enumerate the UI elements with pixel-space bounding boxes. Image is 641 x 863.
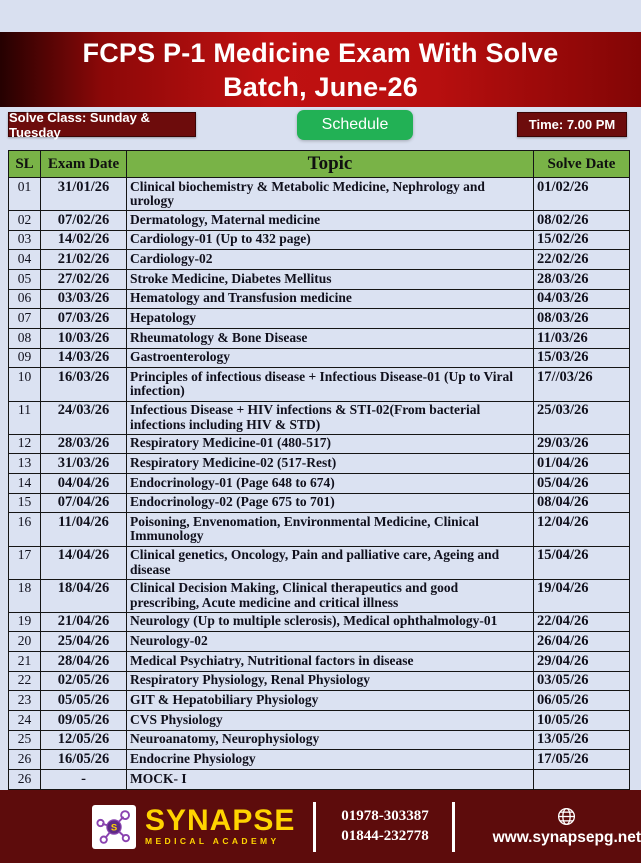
table-row [9,178,630,211]
exam-date-cell: 07/02/26 [41,211,127,231]
synapse-molecule-icon [92,805,136,849]
table-row [9,329,630,349]
logo-text [145,803,296,846]
topic-cell: Neurology (Up to multiple sclerosis), Medical ophthalmology-01 [127,612,534,632]
table-header-row [9,151,630,178]
footer-divider [313,802,316,852]
topic-cell: Respiratory Physiology, Renal Physiology [127,671,534,691]
topic-cell: Clinical biochemistry & Metabolic Medicine, Nephrology and urology [127,178,534,211]
table-row [9,770,630,790]
solve-date-cell: 22/04/26 [534,612,630,632]
topic-cell: Dermatology, Maternal medicine [127,211,534,231]
topic-cell: Hepatology [127,309,534,329]
sl-cell: 25 [9,730,41,750]
exam-date-cell: 14/04/26 [41,546,127,579]
table-row [9,632,630,652]
sl-cell: 01 [9,178,41,211]
phone-number-1: 01978-303387 [341,808,429,824]
solve-date-cell: 28/03/26 [534,270,630,290]
website-link[interactable] [493,806,641,847]
topic-cell: Neuroanatomy, Neurophysiology [127,730,534,750]
exam-date-cell: 31/01/26 [41,178,127,211]
sl-cell: 19 [9,612,41,632]
sl-cell: 14 [9,474,41,494]
topic-cell: Endocrinology-02 (Page 675 to 701) [127,493,534,513]
table-row [9,289,630,309]
sl-cell: 10 [9,368,41,401]
sl-cell: 20 [9,632,41,652]
exam-date-cell: 07/03/26 [41,309,127,329]
footer [0,790,641,863]
exam-date-cell: 04/04/26 [41,474,127,494]
solve-date-cell: 05/04/26 [534,474,630,494]
table-row [9,434,630,454]
topic-cell: Endocrinology-01 (Page 648 to 674) [127,474,534,494]
exam-date-cell: 05/05/26 [41,691,127,711]
logo [92,805,295,849]
brand-name: SYNAPSE [145,803,296,837]
table-row [9,652,630,672]
website-url: www.synapsepg.net [492,829,641,846]
topic-cell: GIT & Hepatobiliary Physiology [127,691,534,711]
solve-date-cell: 19/04/26 [534,579,630,612]
time-badge: Time: 7.00 PM [517,112,627,137]
table-row [9,250,630,270]
sl-cell: 23 [9,691,41,711]
exam-date-cell: 14/03/26 [41,348,127,368]
exam-date-cell: 28/03/26 [41,434,127,454]
exam-date-cell: 28/04/26 [41,652,127,672]
footer-divider [452,802,455,852]
table-row [9,730,630,750]
solve-date-cell: 03/05/26 [534,671,630,691]
topic-cell: Neurology-02 [127,632,534,652]
solve-date-cell: 08/02/26 [534,211,630,231]
solve-date-cell: 13/05/26 [534,730,630,750]
topic-cell: MOCK- I [127,770,534,790]
exam-date-cell: 18/04/26 [41,579,127,612]
sl-cell: 11 [9,401,41,434]
exam-date-cell: 27/02/26 [41,270,127,290]
topic-cell: Clinical genetics, Oncology, Pain and palliative care, Ageing and disease [127,546,534,579]
solve-date-cell: 15/02/26 [534,230,630,250]
topic-cell: Endocrine Physiology [127,750,534,770]
table-row [9,546,630,579]
sl-cell: 16 [9,513,41,546]
sl-cell: 24 [9,711,41,731]
solve-date-cell: 01/04/26 [534,454,630,474]
exam-date-cell: 11/04/26 [41,513,127,546]
topic-cell: Medical Psychiatry, Nutritional factors in disease [127,652,534,672]
table-row [9,309,630,329]
table-row [9,270,630,290]
topic-cell: CVS Physiology [127,711,534,731]
topic-cell: Respiratory Medicine-02 (517-Rest) [127,454,534,474]
sl-cell: 12 [9,434,41,454]
sl-cell: 04 [9,250,41,270]
column-header-exam-date: Exam Date [41,151,127,178]
solve-date-cell: 17/05/26 [534,750,630,770]
topic-cell: Cardiology-01 (Up to 432 page) [127,230,534,250]
sl-cell: 15 [9,493,41,513]
table-row [9,474,630,494]
exam-date-cell: 14/02/26 [41,230,127,250]
schedule-button[interactable]: Schedule [297,110,413,140]
sl-cell: 08 [9,329,41,349]
phone-numbers [338,807,432,846]
topic-cell: Infectious Disease + HIV infections & STI-02(From bacterial infections including HIV & STD) [127,401,534,434]
table-row [9,711,630,731]
sl-cell: 26 [9,750,41,770]
solve-date-cell: 04/03/26 [534,289,630,309]
table-row [9,348,630,368]
solve-date-cell: 06/05/26 [534,691,630,711]
banner [0,32,641,107]
exam-date-cell: 10/03/26 [41,329,127,349]
table-row [9,750,630,770]
topic-cell: Stroke Medicine, Diabetes Mellitus [127,270,534,290]
table-row [9,579,630,612]
sl-cell: 02 [9,211,41,231]
table-body [9,178,630,809]
exam-date-cell: 21/04/26 [41,612,127,632]
sl-cell: 05 [9,270,41,290]
table-row [9,368,630,401]
phone-number-2: 01844-232778 [341,827,429,844]
exam-date-cell: 31/03/26 [41,454,127,474]
solve-date-cell: 08/04/26 [534,493,630,513]
exam-date-cell: 16/05/26 [41,750,127,770]
exam-date-cell: 07/04/26 [41,493,127,513]
exam-date-cell: 21/02/26 [41,250,127,270]
sl-cell: 06 [9,289,41,309]
topic-cell: Gastroenterology [127,348,534,368]
sl-cell: 26 [9,770,41,790]
exam-date-cell: 09/05/26 [41,711,127,731]
sl-cell: 07 [9,309,41,329]
solve-date-cell: 11/03/26 [534,329,630,349]
sl-cell: 17 [9,546,41,579]
exam-date-cell: 24/03/26 [41,401,127,434]
sl-cell: 13 [9,454,41,474]
table-row [9,612,630,632]
solve-date-cell: 26/04/26 [534,632,630,652]
table-row [9,513,630,546]
page-title-line1: FCPS P-1 Medicine Exam With Solve [82,37,559,68]
solve-date-cell: 12/04/26 [534,513,630,546]
exam-date-cell: 25/04/26 [41,632,127,652]
column-header-sl: SL [9,151,41,178]
solve-date-cell: 25/03/26 [534,401,630,434]
solve-date-cell: 17//03/26 [534,368,630,401]
exam-date-cell: 12/05/26 [41,730,127,750]
page-title-line2: Batch, June-26 [223,71,418,102]
column-header-topic: Topic [127,151,534,178]
exam-date-cell: 02/05/26 [41,671,127,691]
solve-date-cell: 22/02/26 [534,250,630,270]
solve-date-cell: 29/04/26 [534,652,630,672]
table-row [9,230,630,250]
table-row [9,691,630,711]
topic-cell: Respiratory Medicine-01 (480-517) [127,434,534,454]
table-row [9,211,630,231]
topic-cell: Cardiology-02 [127,250,534,270]
brand-subtitle: MEDICAL ACADEMY [145,835,280,846]
topic-cell: Principles of infectious disease + Infectious Disease-01 (Up to Viral infection) [127,368,534,401]
exam-date-cell: 03/03/26 [41,289,127,309]
solve-date-cell: 10/05/26 [534,711,630,731]
table-row [9,454,630,474]
exam-date-cell: 16/03/26 [41,368,127,401]
schedule-table [8,150,630,809]
solve-date-cell: 15/04/26 [534,546,630,579]
solve-date-cell: 15/03/26 [534,348,630,368]
svg-text:S: S [110,822,118,834]
sl-cell: 03 [9,230,41,250]
exam-date-cell: - [41,770,127,790]
solve-date-cell [534,770,630,790]
solve-class-badge: Solve Class: Sunday & Tuesday [8,112,196,137]
table-row [9,401,630,434]
topic-cell: Rheumatology & Bone Disease [127,329,534,349]
table-row [9,493,630,513]
solve-date-cell: 08/03/26 [534,309,630,329]
sl-cell: 09 [9,348,41,368]
sl-cell: 18 [9,579,41,612]
sl-cell: 21 [9,652,41,672]
topic-cell: Hematology and Transfusion medicine [127,289,534,309]
topic-cell: Clinical Decision Making, Clinical therapeutics and good prescribing, Acute medicine and critical illness [127,579,534,612]
table-row [9,671,630,691]
solve-date-cell: 01/02/26 [534,178,630,211]
globe-icon [556,806,577,827]
topic-cell: Poisoning, Envenomation, Environmental Medicine, Clinical Immunology [127,513,534,546]
sl-cell: 22 [9,671,41,691]
solve-date-cell: 29/03/26 [534,434,630,454]
column-header-solve-date: Solve Date [534,151,630,178]
